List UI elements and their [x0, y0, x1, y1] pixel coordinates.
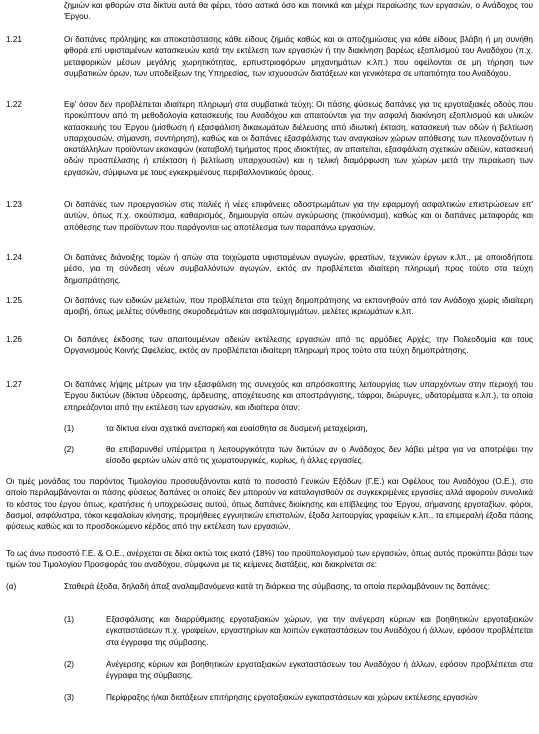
item-text-1-23: Οι δαπάνες των προεργασιών στις παλιές ή νέες επιφάνειες οδοστρωμάτων για την εφαρμογή ασφαλτικών επιστρώσεων επ' αυτών, όπως π.χ. σκούπισμα, καθαρισμός, δημιουργία οπών αγκύρωσης (πικούνισμα), καθώς και οι δαπάνες μεταφοράς και απόθεσης των προϊόντων που παράγονται ως αποτέλεσμα των παραπάνω εργασιών. [64, 200, 533, 232]
subitem-number: (3) [64, 693, 75, 702]
subitem-number: (1) [64, 615, 75, 624]
subitem-number: (2) [64, 445, 75, 454]
item-text-1-27: Οι δαπάνες λήψης μέτρων για την εξασφάλιση της συνεχούς και απρόσκοπτης λειτουργίας των υπαρχόντων στην περιοχή του Έργου δικτύων (δίκτυα ύδρευσης, άρδευσης, αποχέτευσης και αποστράγγισης, τάφροι, διώρυγες, υδατορέματα κ.λπ.), τα οποία επηρεάζονται από την εκτέλεση των εργασιών, και ιδιαίτερα όταν: [64, 380, 533, 412]
subitem-text: τα δίκτυα είναι σχετικά ανεπαρκή και ευαίσθητα σε δυσμενή μεταχείριση, [106, 424, 368, 433]
subitem-number: (2) [64, 660, 75, 669]
subitem-text: Εξασφάλισης και διαρρύθμισης εργοταξιακών χώρων, για την ανέγερση κύριων και βοηθητικών εργοταξιακών εγκαταστάσεων π.χ. γραφείων, εργαστηρίων και λοιπών εγκαταστάσεων του Αναδόχου ή άλλων, εφόσον προβλέπεται στα έγγραφα της σύμβασης. [106, 615, 533, 647]
item-text-1-26: Οι δαπάνες έκδοσης των απαιτουμένων αδειών εκτέλεσης εργασιών από τις αρμόδιες Αρχές, την Πολεοδομία και τους Οργανισμούς Κοινής Ωφελείας, εκτός αν προβλέπεται ιδιαίτερη πληρωμή προς τούτο στα τεύχη δημοπράτησης. [64, 335, 533, 356]
subitem-text: Ανέγερσης κύριων και βοηθητικών εργοταξιακών εγκαταστάσεων του Αναδόχου ή άλλων, εφόσον προβλέπεται στα έγγραφα της σύμβασης. [106, 660, 533, 681]
percentage-paragraph: Το ως άνω ποσοστό Γ.Ε. & Ο.Ε., ανέρχεται σε δέκα οκτώ τοις εκατό (18%) του προϋπολογισμού των εργασιών, όπως αυτός προκύπτει βάσει των τιμών του Τιμολογίου Προσφοράς του αναδόχου, σύμφωνα με τις κείμενες διατάξεις, και διακρίνεται σε: [6, 549, 533, 570]
unit-prices-paragraph: Οι τιμές μονάδας του παρόντος Τιμολογίου προσαυξάνονται κατά το ποσοστό Γενικών Εξόδων (Γ.Ε.) και Οφέλους του Αναδόχου (Ο.Ε.), στο οποίο περιλαμβάνονται οι πάσης φύσεως δαπάνες οι οποίες δεν μπορούν να καταλογισθούν σε συγκεκριμένες εργασίες αλλά αφορούν συνολικά το κόστος του έργου όπως, κρατήσεις ή υποχρεώσεις αυτού, όπως δαπάνες διοίκησης και επίβλεψης του Έργου, σήμανσης εργοταξίων, φόροι, δασμοί, ασφάλιστρα, τόκοι κεφαλαίων κίνησης, προμήθειες εγγυητικών επιστολών, έξοδα λειτουργίας γραφείων κ.λπ., τα επιμεραλή έξοδα πάσης φύσεως καθώς και το προσδοκώμενο κέρδος από την εκτέλεση των εργασιών. [6, 477, 533, 532]
item-text-1-24: Οι δαπάνες διάνοιξης τομών ή οπών στα τοιχώματα υφισταμένων αγωγών, φρεατίων, τεχνικών έργων κ.λπ., με οποιοδήποτε μέσο, για τη σύνδεση νέων συμβαλλόντων αγωγών, εκτός αν προβλέπεται ιδιαίτερη πληρωμή προς τούτο στα τεύχη δημοπράτησης. [64, 253, 533, 285]
item-number-1-21: 1.21 [6, 35, 22, 44]
section-a-number: (α) [6, 582, 17, 591]
subitem-text: Περίφραξης ή/και διατάξεων επιτήρησης εργοταξιακών εγκαταστάσεων και χώρων εκτέλεσης εργασιών [106, 693, 478, 702]
item-number-1-23: 1.23 [6, 200, 22, 209]
item-number-1-24: 1.24 [6, 253, 22, 262]
subitem-number: (1) [64, 424, 75, 433]
item-text-1-21: Οι δαπάνες πρόληψης και αποκατάστασης κάθε είδους ζημιάς καθώς και οι αποζημιώσεις για κάθε είδους βλάβη ή μη συνήθη φθορά επί υφισταμένων κατασκευών κατά την εκτέλεση των εργασιών ή την διακίνηση βαρέως εξοπλισμού του Αναδόχου (π.χ. μεταφορικών μέσων μεγάλης χωρητικότητας, ερπυστριοφόρων μηχανημάτων κ.λπ.) που οφείλονται σε μη τήρηση των συμβατικών όρων, των υποδείξεων της Υπηρεσίας, των ισχυουσών διατάξεων και γενικότερα σε υπαιτιότητα του Αναδόχου. [64, 35, 533, 78]
item-number-1-27: 1.27 [6, 380, 22, 389]
item-number-1-25: 1.25 [6, 296, 22, 305]
item-number-1-26: 1.26 [6, 335, 22, 344]
subitem-text: θα επιβαρυνθεί υπέρμετρα η λειτουργικότητα των δικτύων αν ο Ανάδοχος δεν λάβει μέτρα για να αποτρέψει την είσοδο φερτών υλών από τις χωματουργικές, κυρίως, ή άλλες εργασίες. [106, 445, 533, 466]
intro-paragraph: ζημιών και φθορών στα δίκτυα αυτά θα φέρει, τόσο αστικά όσο και ποινικά και μέχρι περαίωσης των εργασιών, ο Ανάδοχος του Έργου. [64, 1, 533, 22]
item-text-1-25: Οι δαπάνες των ειδικών μελετών, που προβλέπεται στα τεύχη δημοπράτησης να εκπονηθούν από τον Ανάδοχο χωρίς ιδιαίτερη αμοιβή, όπως μελέτες σύνθεσης σκυροδεμάτων και ασφαλτομιγμάτων, μελέτες ικριωμάτων κ.λπ. [64, 296, 533, 317]
item-number-1-22: 1.22 [6, 100, 22, 109]
item-text-1-22: Εφ' όσον δεν προβλέπεται ιδιαίτερη πληρωμή στα συμβατικά τεύχη: Οι πάσης φύσεως δαπάνες για τις εργοταξιακές οδούς που προκύπτουν από τη μεθοδολογία κατασκευής του Αναδόχου και απαιτούνται για την ασφαλή διακίνηση εξοπλισμού και υλικών κατασκευής του Έργου (μίσθωση ή εξασφάλιση δικαιωμάτων διέλευσης από ιδιωτική έκταση, κατασκευή των οδών ή βελτίωση υπαρχουσών, σήμανση, συντήρηση), καθώς και οι δαπάνες εξασφάλισης των αναγκαίων χώρων απόθεσης των πλεοναζόντων ή ακατάλληλων προϊόντων εκσκαφών (καταβολή τιμήματος προς ιδιοκτήτες, αν απαιτείται, εξασφάλιση σχετικών αδειών, κατασκευή οδών προσπέλασης ή επέκταση ή βελτίωση υπαρχουσών) και η τελική διαμόρφωση των χώρων μετά την περαίωση των εργασιών, σύμφωνα με τους εγκεκριμένους περιβαλλοντικούς όρους. [64, 100, 533, 177]
section-a-text: Σταθερά έξοδα, δηλαδή άπαξ αναλαμβανόμενα κατά τη διάρκεια της σύμβασης, τα οποία περιλαμβάνουν τις δαπάνες: [64, 582, 491, 591]
